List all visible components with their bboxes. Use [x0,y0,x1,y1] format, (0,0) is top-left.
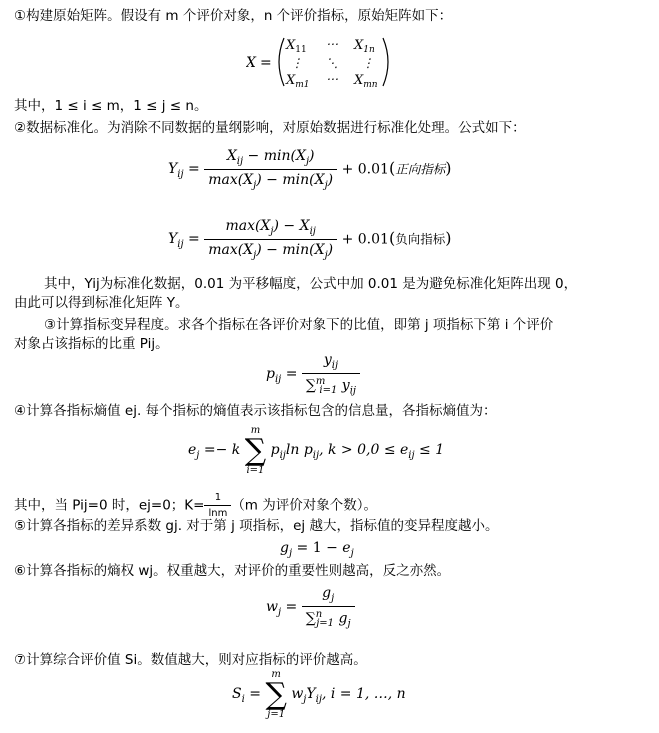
composite-score-formula: $S_i$ = m ∑ j=1 $w_jY_{ij}$, i = 1, …, n [232,669,406,720]
step1-range: 其中，1 ≤ i ≤ m，1 ≤ j ≤ n。 [14,98,208,114]
step2-text: ②数据标准化。为消除不同数据的量纲影响，对原始数据进行标准化处理。公式如下： [14,120,526,136]
difference-coefficient-formula: $g_j = 1 - e_j$ [280,540,354,559]
svg-text:⋱: ⋱ [326,56,338,70]
step4-note-a: 其中，当 Pij=0 时，ej=0；K= [14,497,205,514]
matrix-svg [246,34,406,90]
shift-term: + 0.01 [341,231,389,248]
proportion-formula: $p_{ij}$ = $\frac{y_{ij}}{\sum^m_{i=1} y_{ij}}$ [266,352,360,396]
shift-term: + 0.01 [341,161,389,178]
svg-text:⋮: ⋮ [362,56,374,70]
step3-text-line2: 对象占该指标的比重 Pij。 [14,336,169,352]
negative-label: 负向指标 [395,231,446,247]
step3-text-line1: ③计算指标变异程度。求各个指标在各评价对象下的比值，即第 j 项指标下第 i 个评价 [44,317,554,333]
step5-text: ⑤计算各指标的差异系数 gj. 对于第 j 项指标，ej 越大，指标值的变异程度越小。 [14,518,499,534]
step2-note-line1: 其中，Yij为标准化数据，0.01 为平移幅度，公式中加 0.01 是为避免标准化矩阵出现 0， [44,276,578,292]
entropy-formula: $e_j =- k$ m ∑ i=1 $p_{ij}\ln$ $p_{ij}$, $k > 0,0 \le e_{ij} \le 1$ [188,425,445,476]
svg-text:X: X [246,55,256,71]
step6-text: ⑥计算各指标的熵权 wj。权重越大，对评价的重要性则越高，反之亦然。 [14,563,451,579]
positive-normalization-formula: $Y_{ij}$ = $\frac{X_{ij} - \min(X_j)}{\max(X_j) - \min(X_j)}$ + 0.01(正向指标) [168,148,452,191]
negative-normalization-formula: $Y_{ij}$ = $\frac{\max(X_j) - X_{ij}}{\max(X_j) - \min(X_j)}$ + 0.01(负向指标) [168,218,452,261]
step1-text: ①构建原始矩阵。假设有 m 个评价对象，n 个评价指标，原始矩阵如下： [14,8,453,24]
weight-formula: $w_j$ = $\frac{g_j}{\sum^n_{j=1} g_j}$ [266,585,355,629]
positive-label: 正向指标 [395,161,446,177]
k-fraction: $\frac{1}{\ln m}$ [204,492,231,519]
svg-text:Xmn: $X_{mn}$ [354,73,378,90]
svg-text:⋮: ⋮ [291,56,303,70]
step2-note-line2: 由此可以得到标准化矩阵 Y。 [14,295,189,311]
step4-note [14,492,377,519]
svg-text:=: = [260,55,272,71]
matrix-formula [246,34,406,90]
svg-text:X1n: $X_{1n}$ [354,38,375,55]
svg-text:X11: $X_{11}$ [286,38,307,55]
svg-text:⋯: ⋯ [326,72,338,86]
step4-note-b: （m 为评价对象个数）。 [231,497,378,514]
svg-text:Xm1: $X_{m1}$ [286,73,310,90]
step4-text: ④计算各指标熵值 ej. 每个指标的熵值表示该指标包含的信息量，各指标熵值为： [14,403,497,419]
step7-text: ⑦计算综合评价值 Si。数值越大，则对应指标的评价越高。 [14,652,367,668]
svg-text:⋯: ⋯ [326,37,338,51]
